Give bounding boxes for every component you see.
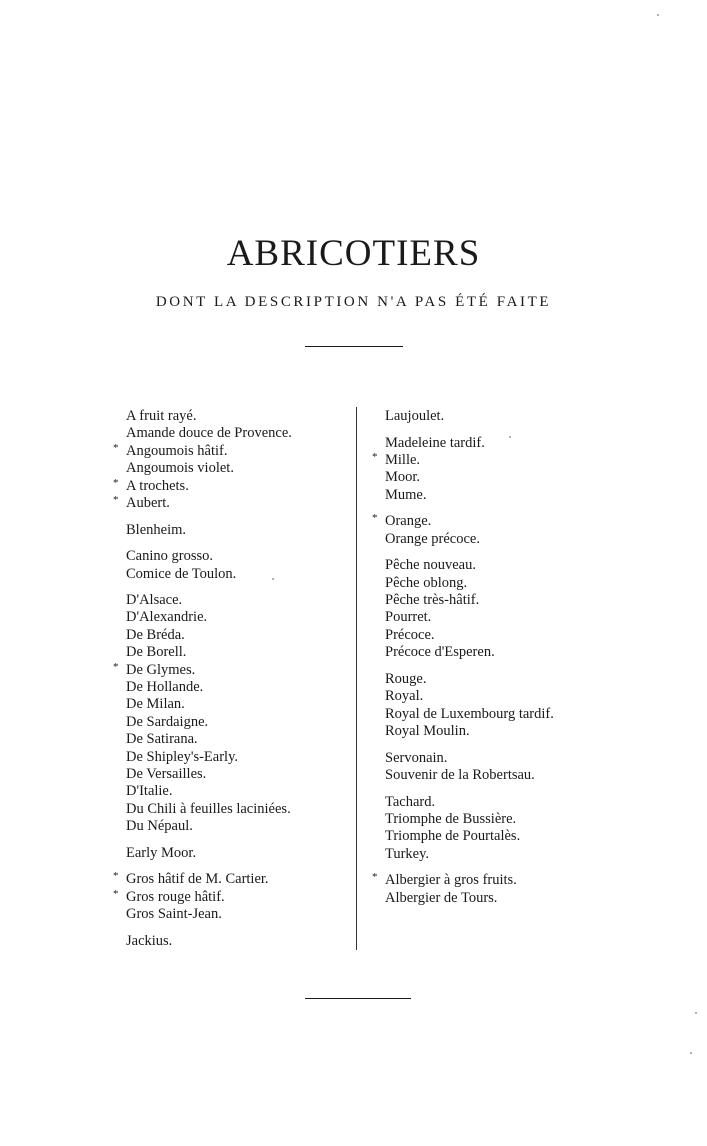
- variety-entry: [385, 557, 554, 574]
- variety-entry: [372, 450, 554, 469]
- variety-entry: [126, 627, 292, 644]
- variety-name: D'Alexandrie.: [126, 609, 208, 626]
- variety-name: De Milan.: [126, 696, 185, 713]
- entry-group: [126, 522, 292, 539]
- right-column: [372, 408, 554, 916]
- asterisk-marker: *: [113, 870, 119, 883]
- variety-name: Royal.: [385, 688, 424, 705]
- asterisk-marker: *: [113, 476, 119, 489]
- variety-name: Pêche oblong.: [385, 574, 468, 591]
- variety-name: Angoumois violet.: [126, 460, 234, 477]
- variety-name: Madeleine tardif.: [385, 434, 485, 451]
- variety-entry: [126, 460, 292, 477]
- variety-name: Albergier de Tours.: [385, 889, 498, 906]
- scan-speck: [272, 578, 274, 580]
- entry-group: [113, 870, 292, 923]
- asterisk-marker: *: [372, 871, 378, 884]
- variety-name: Blenheim.: [126, 521, 187, 538]
- variety-name: Amande douce de Provence.: [126, 425, 292, 442]
- variety-name: Précoce d'Esperen.: [385, 644, 495, 661]
- variety-entry: [126, 801, 292, 818]
- left-column: [113, 408, 292, 959]
- variety-entry: [385, 671, 554, 688]
- variety-name: De Hollande.: [126, 679, 204, 696]
- asterisk-marker: *: [113, 887, 119, 900]
- entry-group: [372, 434, 554, 505]
- variety-name: De Shipley's-Early.: [126, 748, 239, 765]
- variety-entry: [113, 660, 292, 679]
- variety-entry: [113, 441, 292, 460]
- variety-entry: [385, 846, 554, 863]
- variety-name: D'Italie.: [126, 783, 173, 800]
- variety-name: Orange.: [385, 513, 432, 530]
- variety-entry: [126, 749, 292, 766]
- entry-group: [126, 933, 292, 950]
- variety-entry: [385, 435, 554, 452]
- variety-entry: [126, 783, 292, 800]
- variety-entry: [126, 696, 292, 713]
- variety-entry: [126, 679, 292, 696]
- variety-entry: [126, 644, 292, 661]
- variety-entry: [385, 609, 554, 626]
- scan-speck: [690, 1052, 692, 1054]
- variety-name: Gros Saint-Jean.: [126, 906, 222, 923]
- variety-name: Rouge.: [385, 670, 427, 687]
- variety-entry: [385, 706, 554, 723]
- variety-entry: [126, 522, 292, 539]
- variety-name: De Versailles.: [126, 765, 207, 782]
- variety-name: Précoce.: [385, 626, 435, 643]
- variety-entry: [126, 906, 292, 923]
- variety-entry: [385, 487, 554, 504]
- variety-name: Triomphe de Bussière.: [385, 810, 517, 827]
- entry-group: [385, 557, 554, 661]
- variety-entry: [126, 933, 292, 950]
- asterisk-marker: *: [113, 441, 119, 454]
- page-subtitle: DONT LA DESCRIPTION N'A PAS ÉTÉ FAITE: [155, 294, 552, 310]
- variety-entry: [113, 493, 292, 512]
- asterisk-marker: *: [113, 660, 119, 673]
- variety-name: Du Népaul.: [126, 818, 193, 835]
- variety-entry: [385, 644, 554, 661]
- variety-name: Mume.: [385, 486, 427, 503]
- entry-group: [372, 871, 554, 907]
- scan-speck: [509, 436, 511, 438]
- scan-speck: [657, 14, 659, 16]
- variety-name: De Bréda.: [126, 626, 185, 643]
- variety-entry: [385, 828, 554, 845]
- variety-name: Gros hâtif de M. Cartier.: [126, 871, 269, 888]
- variety-name: Albergier à gros fruits.: [385, 872, 517, 889]
- variety-name: Comice de Toulon.: [126, 565, 237, 582]
- variety-entry: [385, 592, 554, 609]
- variety-name: Servonain.: [385, 749, 448, 766]
- variety-entry: [385, 767, 554, 784]
- scan-speck: [695, 1012, 697, 1014]
- variety-entry: [372, 871, 554, 889]
- variety-name: Tachard.: [385, 793, 436, 810]
- variety-name: Pourret.: [385, 609, 432, 626]
- variety-entry: [385, 794, 554, 811]
- variety-name: Du Chili à feuilles laciniées.: [126, 800, 291, 817]
- variety-entry: [126, 845, 292, 862]
- entry-group: [126, 845, 292, 862]
- page-title: ABRICOTIERS: [226, 233, 481, 274]
- variety-name: Orange précoce.: [385, 530, 480, 547]
- variety-entry: [385, 575, 554, 592]
- entry-group: [385, 794, 554, 864]
- variety-entry: [126, 818, 292, 835]
- variety-name: Aubert.: [126, 494, 170, 511]
- variety-entry: [126, 592, 292, 609]
- variety-entry: [385, 750, 554, 767]
- variety-entry: [372, 512, 554, 530]
- variety-entry: [385, 469, 554, 486]
- variety-entry: [126, 425, 292, 442]
- asterisk-marker: *: [113, 493, 119, 506]
- variety-name: Pêche nouveau.: [385, 557, 476, 574]
- variety-entry: [113, 887, 292, 906]
- variety-name: Royal de Luxembourg tardif.: [385, 705, 554, 722]
- variety-name: Pêche très-hâtif.: [385, 592, 480, 609]
- variety-name: Early Moor.: [126, 844, 197, 861]
- variety-name: Triomphe de Pourtalès.: [385, 828, 521, 845]
- entry-group: [126, 548, 292, 583]
- variety-entry: [113, 476, 292, 495]
- variety-entry: [385, 890, 554, 907]
- variety-entry: [126, 714, 292, 731]
- variety-entry: [385, 688, 554, 705]
- variety-name: Mille.: [385, 451, 421, 468]
- variety-entry: [126, 766, 292, 783]
- variety-entry: [126, 731, 292, 748]
- column-divider: [356, 407, 357, 950]
- entry-group: [385, 408, 554, 425]
- entry-group: [385, 671, 554, 741]
- variety-name: D'Alsace.: [126, 592, 183, 609]
- variety-entry: [385, 531, 554, 548]
- variety-name: Royal Moulin.: [385, 723, 470, 739]
- bottom-rule: [305, 998, 411, 999]
- variety-entry: [126, 408, 292, 425]
- variety-entry: [385, 408, 554, 425]
- asterisk-marker: *: [372, 512, 378, 525]
- variety-name: Angoumois hâtif.: [126, 442, 228, 459]
- variety-name: De Glymes.: [126, 661, 196, 678]
- variety-entry: [126, 566, 292, 583]
- variety-name: Turkey.: [385, 845, 430, 862]
- entry-group: [372, 512, 554, 548]
- entry-group: [385, 750, 554, 785]
- variety-entry: [385, 723, 554, 740]
- variety-name: De Sardaigne.: [126, 713, 209, 730]
- variety-name: Jackius.: [126, 932, 173, 949]
- variety-name: De Borell.: [126, 644, 187, 661]
- variety-entry: [126, 609, 292, 626]
- variety-name: A fruit rayé.: [126, 408, 197, 424]
- entry-group: [113, 592, 292, 835]
- variety-name: Gros rouge hâtif.: [126, 888, 225, 905]
- variety-name: Moor.: [385, 469, 421, 486]
- asterisk-marker: *: [372, 450, 378, 463]
- variety-name: Souvenir de la Robertsau.: [385, 766, 535, 783]
- variety-name: Canino grosso.: [126, 548, 213, 565]
- variety-entry: [385, 627, 554, 644]
- variety-name: Laujoulet.: [385, 408, 445, 424]
- variety-entry: [385, 811, 554, 828]
- title-rule: [305, 346, 403, 347]
- variety-entry: [126, 548, 292, 565]
- variety-name: A trochets.: [126, 477, 189, 494]
- variety-name: De Satirana.: [126, 731, 198, 748]
- variety-entry: [113, 870, 292, 888]
- entry-group: [113, 408, 292, 512]
